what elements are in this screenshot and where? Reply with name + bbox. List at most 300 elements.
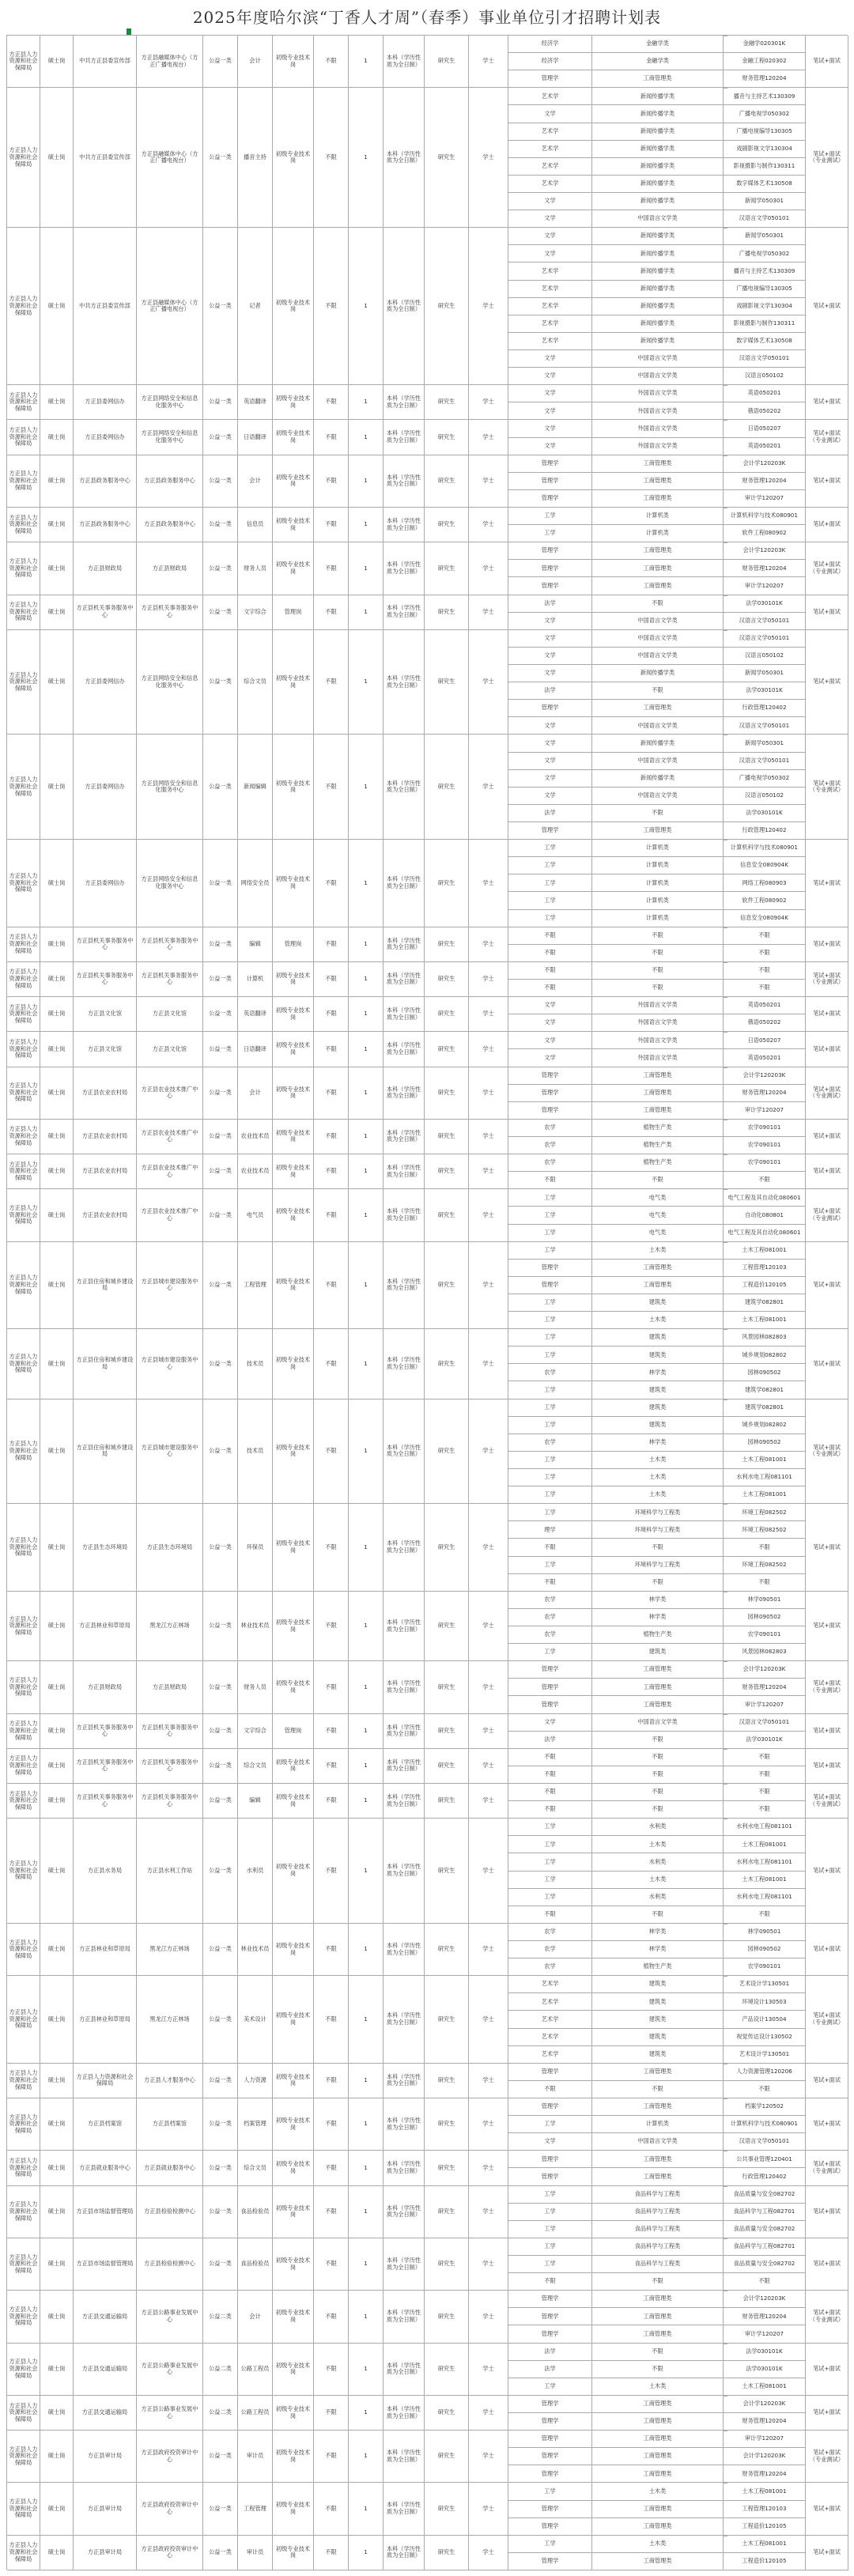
exam-method-cell[interactable]: 笔试+面试（专业测试） <box>806 1189 848 1241</box>
table-cell[interactable]: 研究生 <box>425 1592 469 1661</box>
table-cell[interactable]: 1 <box>349 36 384 88</box>
table-cell[interactable]: 初级专业技术岗 <box>273 1661 314 1713</box>
table-cell[interactable]: 土木工程081001 <box>724 1312 806 1329</box>
table-cell[interactable]: 本科（学历性质为全日制） <box>384 542 425 595</box>
table-cell[interactable]: 工商管理类 <box>592 2553 724 2570</box>
table-cell[interactable]: 方正县政府投资审计中心 <box>137 2536 203 2570</box>
table-cell[interactable]: 艺术学 <box>508 298 592 315</box>
table-cell[interactable]: 行政管理120402 <box>724 700 806 717</box>
table-cell[interactable]: 本科（学历性质为全日制） <box>384 2238 425 2291</box>
table-cell[interactable]: 本科（学历性质为全日制） <box>384 1924 425 1976</box>
table-cell[interactable]: 工商管理类 <box>592 2291 724 2308</box>
table-cell[interactable]: 不限 <box>508 1784 592 1801</box>
table-cell[interactable]: 方正县住房和城乡建设局 <box>74 1329 137 1399</box>
table-cell[interactable]: 公益一类 <box>203 1120 238 1154</box>
table-cell[interactable]: 文字综合 <box>238 595 273 630</box>
table-cell[interactable]: 植物生产类 <box>592 1120 724 1137</box>
table-cell[interactable]: 工学 <box>508 910 592 927</box>
exam-method-cell[interactable]: 笔试+面试 <box>806 1924 848 1976</box>
table-cell[interactable]: 方正县人力资源和社会保障局 <box>7 840 40 927</box>
table-cell[interactable]: 食品科学与工程类 <box>592 2186 724 2204</box>
table-cell[interactable]: 初级专业技术岗 <box>273 2186 314 2238</box>
table-cell[interactable]: 法学 <box>508 2344 592 2361</box>
table-cell[interactable]: 初级专业技术岗 <box>273 455 314 508</box>
table-cell[interactable]: 不限 <box>592 980 724 997</box>
table-cell[interactable]: 初级专业技术岗 <box>273 840 314 927</box>
spacer[interactable] <box>724 962 727 963</box>
table-cell[interactable]: 方正县人力资源和社会保障局 <box>7 385 40 420</box>
table-cell[interactable]: 影视摄影与制作130311 <box>724 315 806 333</box>
table-cell[interactable]: 建筑类 <box>592 1399 724 1417</box>
table-cell[interactable]: 管理学 <box>508 473 592 490</box>
table-cell[interactable]: 硕士岗 <box>40 508 74 542</box>
table-cell[interactable]: 不限 <box>314 1189 349 1241</box>
table-cell[interactable]: 方正县人力资源和社会保障局 <box>7 1661 40 1713</box>
table-cell[interactable]: 硕士岗 <box>40 1592 74 1661</box>
table-cell[interactable]: 学士 <box>469 2536 508 2570</box>
table-cell[interactable]: 方正县城市建设服务中心 <box>137 1329 203 1399</box>
table-cell[interactable]: 管理学 <box>508 2064 592 2081</box>
table-cell[interactable]: 编辑 <box>238 927 273 962</box>
table-cell[interactable]: 方正县就业服务中心 <box>74 2151 137 2185</box>
table-cell[interactable]: 计算机类 <box>592 910 724 927</box>
table-cell[interactable]: 本科（学历性质为全日制） <box>384 997 425 1032</box>
table-cell[interactable]: 工程管理120103 <box>724 1260 806 1277</box>
table-cell[interactable]: 不限 <box>724 2273 806 2291</box>
table-cell[interactable]: 戏剧影视文学130304 <box>724 298 806 315</box>
table-cell[interactable]: 初级专业技术岗 <box>273 1399 314 1505</box>
table-cell[interactable]: 艺术学 <box>508 263 592 280</box>
table-cell[interactable]: 方正县政府投资审计中心 <box>137 2431 203 2483</box>
table-cell[interactable]: 方正县住房和城乡建设局 <box>74 1242 137 1330</box>
table-cell[interactable]: 硕士岗 <box>40 2064 74 2098</box>
table-cell[interactable]: 法学030101K <box>724 595 806 613</box>
table-cell[interactable]: 审计学120207 <box>724 2431 806 2448</box>
table-cell[interactable]: 公益一类 <box>203 2098 238 2151</box>
table-cell[interactable]: 初级专业技术岗 <box>273 1032 314 1067</box>
table-cell[interactable]: 工学 <box>508 1889 592 1906</box>
exam-method-cell[interactable]: 笔试+面试 <box>806 2186 848 2238</box>
table-cell[interactable]: 1 <box>349 1749 384 1784</box>
table-cell[interactable]: 1 <box>349 1784 384 1819</box>
table-cell[interactable]: 1 <box>349 1067 384 1120</box>
table-cell[interactable]: 计算机类 <box>592 525 724 542</box>
table-cell[interactable]: 金融学020301K <box>724 36 806 53</box>
table-cell[interactable]: 硕士岗 <box>40 1924 74 1976</box>
table-cell[interactable]: 方正县网络安全和信息化服务中心 <box>137 385 203 420</box>
spacer[interactable] <box>724 228 727 229</box>
table-cell[interactable]: 农学 <box>508 1941 592 1958</box>
table-cell[interactable]: 审计员 <box>238 2431 273 2483</box>
spacer[interactable] <box>724 385 727 386</box>
table-cell[interactable]: 学士 <box>469 997 508 1032</box>
table-cell[interactable]: 研究生 <box>425 2238 469 2291</box>
table-cell[interactable]: 新闻传播学类 <box>592 88 724 105</box>
table-cell[interactable]: 本科（学历性质为全日制） <box>384 840 425 927</box>
table-cell[interactable]: 硕士岗 <box>40 228 74 385</box>
table-cell[interactable]: 研究生 <box>425 2098 469 2151</box>
table-cell[interactable]: 不限 <box>314 595 349 630</box>
table-cell[interactable]: 工商管理类 <box>592 2518 724 2536</box>
table-cell[interactable]: 文学 <box>508 193 592 210</box>
table-cell[interactable]: 1 <box>349 1032 384 1067</box>
table-cell[interactable]: 1 <box>349 840 384 927</box>
table-cell[interactable]: 初级专业技术岗 <box>273 1067 314 1120</box>
table-cell[interactable]: 学士 <box>469 1976 508 2064</box>
table-cell[interactable]: 研究生 <box>425 2396 469 2431</box>
table-cell[interactable]: 新闻编辑 <box>238 735 273 840</box>
table-cell[interactable]: 新闻传播学类 <box>592 665 724 682</box>
table-cell[interactable]: 公益一类 <box>203 2536 238 2570</box>
table-cell[interactable]: 建筑类 <box>592 2029 724 2046</box>
table-cell[interactable]: 初级专业技术岗 <box>273 88 314 228</box>
table-cell[interactable]: 方正县林业和草原局 <box>74 1976 137 2064</box>
table-cell[interactable]: 初级专业技术岗 <box>273 2536 314 2570</box>
table-cell[interactable]: 公益一类 <box>203 455 238 508</box>
exam-method-cell[interactable]: 笔试+面试 <box>806 595 848 630</box>
table-cell[interactable]: 俄语050202 <box>724 402 806 420</box>
table-cell[interactable]: 植物生产类 <box>592 1154 724 1172</box>
table-cell[interactable]: 不限 <box>314 1661 349 1713</box>
table-cell[interactable]: 方正县城市建设服务中心 <box>137 1399 203 1505</box>
table-cell[interactable]: 法学 <box>508 1732 592 1749</box>
table-cell[interactable]: 初级专业技术岗 <box>273 1189 314 1241</box>
table-cell[interactable]: 建筑类 <box>592 1644 724 1661</box>
table-cell[interactable]: 外国语言文学类 <box>592 997 724 1014</box>
table-cell[interactable]: 艺术学 <box>508 1976 592 1993</box>
table-cell[interactable]: 管理学 <box>508 560 592 577</box>
table-cell[interactable]: 本科（学历性质为全日制） <box>384 508 425 542</box>
table-cell[interactable]: 方正县人力资源和社会保障局 <box>7 595 40 630</box>
table-cell[interactable]: 不限 <box>592 1732 724 1749</box>
table-cell[interactable]: 数字媒体艺术130508 <box>724 333 806 350</box>
table-cell[interactable]: 硕士岗 <box>40 595 74 630</box>
table-cell[interactable]: 学士 <box>469 630 508 735</box>
table-cell[interactable]: 学士 <box>469 2396 508 2431</box>
table-cell[interactable]: 环境设计130503 <box>724 1993 806 2011</box>
table-cell[interactable]: 硕士岗 <box>40 1242 74 1330</box>
table-cell[interactable]: 公益一类 <box>203 2238 238 2291</box>
table-cell[interactable]: 技术员 <box>238 1399 273 1505</box>
table-cell[interactable]: 本科（学历性质为全日制） <box>384 228 425 385</box>
table-cell[interactable]: 工商管理类 <box>592 2098 724 2116</box>
table-cell[interactable]: 方正县城市建设服务中心 <box>137 1242 203 1330</box>
table-cell[interactable]: 不限 <box>314 840 349 927</box>
table-cell[interactable]: 方正县机关事务服务中心 <box>74 1784 137 1819</box>
table-cell[interactable]: 公益一类 <box>203 2483 238 2535</box>
exam-method-cell[interactable]: 笔试+面试 <box>806 1242 848 1330</box>
table-cell[interactable]: 方正县人才服务中心 <box>137 2064 203 2098</box>
table-cell[interactable]: 方正县文化馆 <box>137 997 203 1032</box>
table-cell[interactable]: 硕士岗 <box>40 1120 74 1154</box>
table-cell[interactable]: 工学 <box>508 1853 592 1871</box>
table-cell[interactable]: 文学 <box>508 368 592 385</box>
exam-method-cell[interactable]: 笔试+面试 <box>806 630 848 735</box>
table-cell[interactable]: 初级专业技术岗 <box>273 2344 314 2396</box>
table-cell[interactable]: 食品科学与工程类 <box>592 2221 724 2238</box>
table-cell[interactable]: 新闻传播学类 <box>592 141 724 158</box>
spacer[interactable] <box>724 1154 727 1155</box>
table-cell[interactable]: 工学 <box>508 2378 592 2396</box>
table-cell[interactable]: 工商管理类 <box>592 2465 724 2483</box>
table-cell[interactable]: 土木类 <box>592 1836 724 1853</box>
table-cell[interactable]: 艺术学 <box>508 158 592 176</box>
table-cell[interactable]: 学士 <box>469 2186 508 2238</box>
table-cell[interactable]: 方正县人力资源和社会保障局 <box>7 962 40 997</box>
table-cell[interactable]: 不限 <box>508 945 592 962</box>
table-cell[interactable]: 文学 <box>508 228 592 245</box>
table-cell[interactable]: 不限 <box>724 1539 806 1556</box>
table-cell[interactable]: 研究生 <box>425 1154 469 1189</box>
table-cell[interactable]: 土木工程081001 <box>724 1486 806 1504</box>
table-cell[interactable]: 本科（学历性质为全日制） <box>384 2291 425 2343</box>
table-cell[interactable]: 公益一类 <box>203 1976 238 2064</box>
table-cell[interactable]: 学士 <box>469 1714 508 1749</box>
table-cell[interactable]: 方正县交通运输局 <box>74 2344 137 2396</box>
table-cell[interactable]: 方正县档案馆 <box>137 2098 203 2151</box>
table-cell[interactable]: 方正县农业农村局 <box>74 1067 137 1120</box>
table-cell[interactable]: 文学 <box>508 717 592 735</box>
table-cell[interactable]: 计算机类 <box>592 840 724 857</box>
table-cell[interactable]: 不限 <box>314 2186 349 2238</box>
spacer[interactable] <box>724 1784 727 1785</box>
table-cell[interactable]: 工学 <box>508 2221 592 2238</box>
table-cell[interactable]: 档案学120502 <box>724 2098 806 2116</box>
exam-method-cell[interactable]: 笔试+面试 <box>806 385 848 420</box>
table-cell[interactable]: 初级专业技术岗 <box>273 385 314 420</box>
table-cell[interactable]: 财务管理120204 <box>724 2413 806 2431</box>
table-cell[interactable]: 不限 <box>314 2291 349 2343</box>
table-cell[interactable]: 金融学类 <box>592 53 724 70</box>
table-cell[interactable]: 1 <box>349 1661 384 1713</box>
table-cell[interactable]: 经济学 <box>508 53 592 70</box>
table-cell[interactable]: 土木类 <box>592 1242 724 1260</box>
table-cell[interactable]: 不限 <box>592 945 724 962</box>
table-cell[interactable]: 汉语言050102 <box>724 368 806 385</box>
table-cell[interactable]: 不限 <box>314 2238 349 2291</box>
table-cell[interactable]: 工商管理类 <box>592 2396 724 2413</box>
table-cell[interactable]: 本科（学历性质为全日制） <box>384 1242 425 1330</box>
table-cell[interactable]: 公益一类 <box>203 1661 238 1713</box>
table-cell[interactable]: 公益二类 <box>203 2291 238 2343</box>
exam-method-cell[interactable]: 笔试+面试（专业测试） <box>806 1661 848 1713</box>
table-cell[interactable]: 艺术学 <box>508 176 592 193</box>
table-cell[interactable]: 林学类 <box>592 1592 724 1609</box>
table-cell[interactable]: 工学 <box>508 874 592 892</box>
table-cell[interactable]: 本科（学历性质为全日制） <box>384 1784 425 1819</box>
table-cell[interactable]: 财务管理120204 <box>724 1085 806 1102</box>
table-cell[interactable]: 会计学120203K <box>724 1661 806 1679</box>
table-cell[interactable]: 硕士岗 <box>40 2344 74 2396</box>
table-cell[interactable]: 硕士岗 <box>40 2186 74 2238</box>
table-cell[interactable]: 初级专业技术岗 <box>273 542 314 595</box>
table-cell[interactable]: 林学090501 <box>724 1924 806 1941</box>
table-cell[interactable]: 文学 <box>508 613 592 630</box>
exam-method-cell[interactable]: 笔试+面试 <box>806 2238 848 2291</box>
table-cell[interactable]: 林学类 <box>592 1364 724 1381</box>
table-cell[interactable]: 研究生 <box>425 2344 469 2396</box>
spacer[interactable] <box>724 1189 727 1190</box>
table-cell[interactable]: 公益一类 <box>203 36 238 88</box>
table-cell[interactable]: 本科（学历性质为全日制） <box>384 2186 425 2238</box>
table-cell[interactable]: 研究生 <box>425 962 469 997</box>
table-cell[interactable]: 方正县农业技术推广中心 <box>137 1120 203 1154</box>
table-cell[interactable]: 方正县住房和城乡建设局 <box>74 1399 137 1505</box>
table-cell[interactable]: 公益一类 <box>203 228 238 385</box>
table-cell[interactable]: 1 <box>349 1120 384 1154</box>
table-cell[interactable]: 工商管理类 <box>592 1696 724 1713</box>
table-cell[interactable]: 方正县网络安全和信息化服务中心 <box>137 735 203 840</box>
table-cell[interactable]: 公益一类 <box>203 88 238 228</box>
table-cell[interactable]: 初级专业技术岗 <box>273 2238 314 2291</box>
table-cell[interactable]: 管理学 <box>508 2308 592 2325</box>
table-cell[interactable]: 方正县人力资源和社会保障局 <box>7 1399 40 1505</box>
table-cell[interactable]: 土木类 <box>592 1452 724 1469</box>
table-cell[interactable]: 会计 <box>238 2291 273 2343</box>
table-cell[interactable]: 方正县人力资源和社会保障局 <box>7 2291 40 2343</box>
table-cell[interactable]: 方正县审计局 <box>74 2536 137 2570</box>
table-cell[interactable]: 不限 <box>508 1906 592 1924</box>
table-cell[interactable]: 硕士岗 <box>40 36 74 88</box>
table-cell[interactable]: 农业技术员 <box>238 1120 273 1154</box>
table-cell[interactable]: 方正县林业和草原局 <box>74 1592 137 1661</box>
table-cell[interactable]: 公益一类 <box>203 1504 238 1592</box>
table-cell[interactable]: 初级专业技术岗 <box>273 2483 314 2535</box>
table-cell[interactable]: 方正县人力资源和社会保障局 <box>7 2396 40 2431</box>
table-cell[interactable]: 会计 <box>238 1067 273 1120</box>
table-cell[interactable]: 管理学 <box>508 2465 592 2483</box>
table-cell[interactable]: 公益一类 <box>203 1067 238 1120</box>
table-cell[interactable]: 初级专业技术岗 <box>273 1924 314 1976</box>
table-cell[interactable]: 工学 <box>508 1294 592 1312</box>
table-cell[interactable]: 法学030101K <box>724 805 806 822</box>
table-cell[interactable]: 管理学 <box>508 577 592 595</box>
table-cell[interactable]: 初级专业技术岗 <box>273 2291 314 2343</box>
table-cell[interactable]: 研究生 <box>425 2291 469 2343</box>
table-cell[interactable]: 食品科学与工程类 <box>592 2238 724 2256</box>
table-cell[interactable]: 中国语言文学类 <box>592 210 724 228</box>
table-cell[interactable]: 不限 <box>314 1819 349 1924</box>
table-cell[interactable]: 方正县人力资源和社会保障局 <box>7 420 40 455</box>
table-cell[interactable]: 1 <box>349 2536 384 2570</box>
table-cell[interactable]: 学士 <box>469 1784 508 1819</box>
table-cell[interactable]: 1 <box>349 385 384 420</box>
table-cell[interactable]: 公益一类 <box>203 997 238 1032</box>
table-cell[interactable]: 新闻传播学类 <box>592 193 724 210</box>
table-cell[interactable]: 计算机科学与技术080901 <box>724 840 806 857</box>
table-cell[interactable]: 文学 <box>508 402 592 420</box>
table-cell[interactable]: 新闻学050301 <box>724 228 806 245</box>
table-cell[interactable]: 不限 <box>592 1749 724 1766</box>
table-cell[interactable]: 硕士岗 <box>40 1661 74 1713</box>
table-cell[interactable]: 建筑类 <box>592 1993 724 2011</box>
table-cell[interactable]: 工商管理类 <box>592 1102 724 1120</box>
table-cell[interactable]: 播音与主持艺术130309 <box>724 88 806 105</box>
table-cell[interactable]: 方正县机关事务服务中心 <box>137 595 203 630</box>
table-cell[interactable]: 1 <box>349 455 384 508</box>
table-cell[interactable]: 建筑类 <box>592 1381 724 1399</box>
table-cell[interactable]: 管理学 <box>508 1679 592 1696</box>
table-cell[interactable]: 中国语言文学类 <box>592 630 724 648</box>
table-cell[interactable]: 公益二类 <box>203 2396 238 2431</box>
table-cell[interactable]: 研究生 <box>425 997 469 1032</box>
table-cell[interactable]: 新闻传播学类 <box>592 105 724 123</box>
table-cell[interactable]: 工商管理类 <box>592 2448 724 2465</box>
table-cell[interactable]: 学士 <box>469 1504 508 1592</box>
table-cell[interactable]: 不限 <box>508 1749 592 1766</box>
table-cell[interactable]: 产品设计130504 <box>724 2011 806 2028</box>
table-cell[interactable]: 本科（学历性质为全日制） <box>384 630 425 735</box>
table-cell[interactable]: 1 <box>349 2396 384 2431</box>
table-cell[interactable]: 研究生 <box>425 2536 469 2570</box>
table-cell[interactable]: 1 <box>349 542 384 595</box>
table-cell[interactable]: 本科（学历性质为全日制） <box>384 455 425 508</box>
table-cell[interactable]: 法学030101K <box>724 1732 806 1749</box>
table-cell[interactable]: 1 <box>349 927 384 962</box>
table-cell[interactable]: 食品科学与工程类 <box>592 2204 724 2221</box>
table-cell[interactable]: 审计学120207 <box>724 2325 806 2343</box>
table-cell[interactable]: 公路工程员 <box>238 2396 273 2431</box>
spacer[interactable] <box>724 630 727 631</box>
table-cell[interactable]: 计算机类 <box>592 874 724 892</box>
table-cell[interactable]: 法学 <box>508 595 592 613</box>
table-cell[interactable]: 综合文员 <box>238 1749 273 1784</box>
table-cell[interactable]: 方正县人力资源和社会保障局 <box>7 1784 40 1819</box>
table-cell[interactable]: 方正县财政局 <box>137 1661 203 1713</box>
table-cell[interactable]: 1 <box>349 2431 384 2483</box>
table-cell[interactable]: 学士 <box>469 228 508 385</box>
table-cell[interactable]: 不限 <box>508 1574 592 1592</box>
spacer[interactable] <box>724 88 727 89</box>
spacer[interactable] <box>724 455 727 456</box>
table-cell[interactable]: 新闻传播学类 <box>592 176 724 193</box>
table-cell[interactable]: 本科（学历性质为全日制） <box>384 2431 425 2483</box>
table-cell[interactable]: 公益一类 <box>203 2151 238 2185</box>
table-cell[interactable]: 园林090502 <box>724 1609 806 1626</box>
table-cell[interactable]: 农学 <box>508 1958 592 1976</box>
table-cell[interactable]: 农业技术员 <box>238 1154 273 1189</box>
table-cell[interactable]: 不限 <box>724 980 806 997</box>
table-cell[interactable]: 工学 <box>508 2536 592 2553</box>
table-cell[interactable]: 1 <box>349 735 384 840</box>
spacer[interactable] <box>724 1714 727 1715</box>
exam-method-cell[interactable]: 笔试+面试（专业测试） <box>806 735 848 840</box>
table-cell[interactable]: 艺术学 <box>508 1993 592 2011</box>
table-cell[interactable]: 学士 <box>469 88 508 228</box>
table-cell[interactable]: 中国语言文学类 <box>592 648 724 665</box>
table-cell[interactable]: 农学090101 <box>724 1120 806 1137</box>
table-cell[interactable]: 艺术学 <box>508 123 592 141</box>
table-cell[interactable]: 研究生 <box>425 2483 469 2535</box>
table-cell[interactable]: 工商管理类 <box>592 2325 724 2343</box>
table-cell[interactable]: 硕士岗 <box>40 840 74 927</box>
table-cell[interactable]: 不限 <box>724 1801 806 1819</box>
table-cell[interactable]: 硕士岗 <box>40 1976 74 2064</box>
table-cell[interactable]: 学士 <box>469 420 508 455</box>
table-cell[interactable]: 方正县农业技术推广中心 <box>137 1067 203 1120</box>
table-cell[interactable]: 工商管理类 <box>592 1067 724 1085</box>
table-cell[interactable]: 方正县政府投资审计中心 <box>137 2483 203 2535</box>
table-cell[interactable]: 方正县农业技术推广中心 <box>137 1154 203 1189</box>
table-cell[interactable]: 不限 <box>314 2483 349 2535</box>
table-cell[interactable]: 工学 <box>508 1225 592 1242</box>
table-cell[interactable]: 学士 <box>469 1329 508 1399</box>
table-cell[interactable]: 工学 <box>508 525 592 542</box>
table-cell[interactable]: 文学 <box>508 2133 592 2151</box>
table-cell[interactable]: 工商管理类 <box>592 700 724 717</box>
table-cell[interactable]: 文字综合 <box>238 1714 273 1749</box>
table-cell[interactable]: 工商管理类 <box>592 822 724 840</box>
